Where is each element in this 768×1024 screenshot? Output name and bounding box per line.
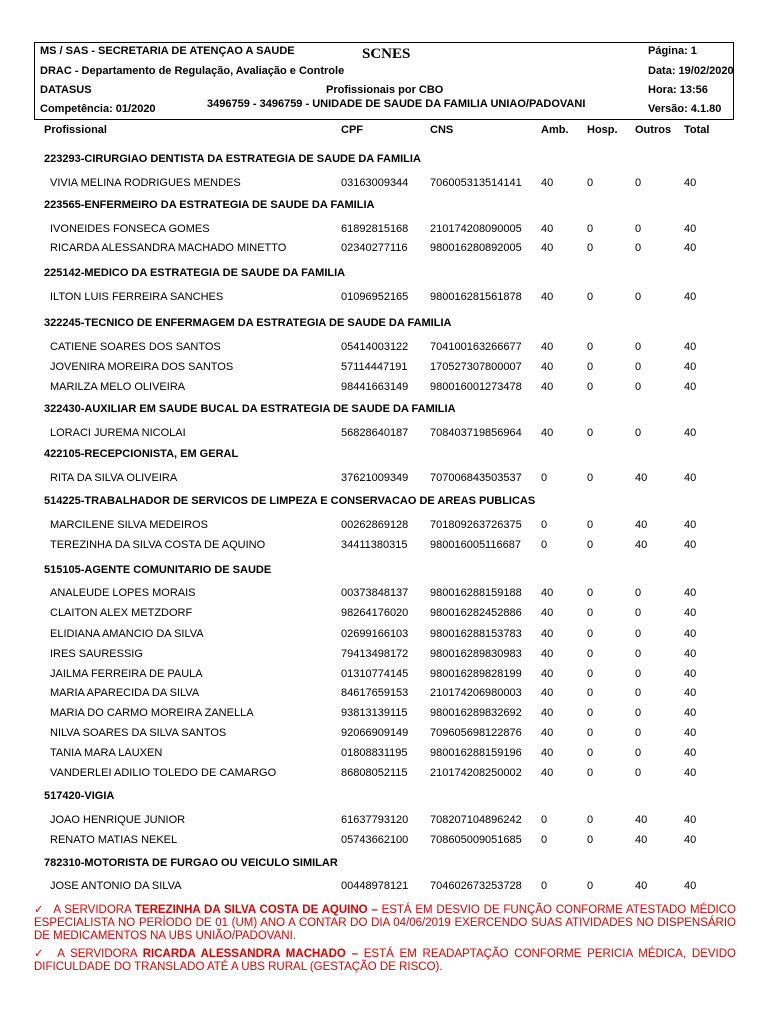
cell-amb: 40 <box>541 687 554 699</box>
cell-name: LORACI JUREMA NICOLAI <box>50 427 186 439</box>
col-header-profissional: Profissional <box>44 124 107 136</box>
cell-outros: 40 <box>635 539 648 551</box>
cell-cns: 980016005116687 <box>430 539 521 551</box>
cell-name: MARCILENE SILVA MEDEIROS <box>50 519 208 531</box>
table-row <box>0 427 768 443</box>
cell-cns: 980016288153783 <box>430 628 522 640</box>
cell-outros: 0 <box>635 291 642 303</box>
cell-name: RICARDA ALESSANDRA MACHADO MINETTO <box>50 242 287 254</box>
cell-total: 40 <box>684 223 697 235</box>
cell-hosp: 0 <box>587 177 594 189</box>
header-datasus: DATASUS <box>40 84 92 96</box>
cell-total: 40 <box>684 177 697 189</box>
cbo-group-title: 422105-RECEPCIONISTA, EM GERAL <box>44 448 239 460</box>
cell-amb: 0 <box>541 834 548 846</box>
table-row <box>0 747 768 763</box>
cell-cpf: 02340277116 <box>341 242 408 254</box>
col-header-outros: Outros <box>635 124 672 136</box>
cell-amb: 40 <box>541 648 554 660</box>
cell-name: JOVENIRA MOREIRA DOS SANTOS <box>50 361 234 373</box>
cell-total: 40 <box>684 291 697 303</box>
header-competencia: Competência: 01/2020 <box>40 103 156 115</box>
cell-cpf: 00373848137 <box>341 587 409 599</box>
cell-hosp: 0 <box>587 472 594 484</box>
cell-amb: 40 <box>541 747 554 759</box>
cell-outros: 0 <box>635 607 642 619</box>
cell-outros: 0 <box>635 767 642 779</box>
table-row <box>0 291 768 307</box>
cell-cns: 980016281561878 <box>430 291 522 303</box>
cell-name: IVONEIDES FONSECA GOMES <box>50 223 210 235</box>
cell-name: IRES SAURESSIG <box>50 648 143 660</box>
cell-hosp: 0 <box>587 291 594 303</box>
cell-name: CATIENE SOARES DOS SANTOS <box>50 341 221 353</box>
cell-outros: 40 <box>635 814 648 826</box>
cell-cpf: 05414003122 <box>341 341 409 353</box>
cell-name: TANIA MARA LAUXEN <box>50 747 163 759</box>
cell-cpf: 86808052115 <box>341 767 408 779</box>
table-row <box>0 628 768 644</box>
cell-hosp: 0 <box>587 587 594 599</box>
cell-outros: 0 <box>635 628 642 640</box>
table-row <box>0 361 768 377</box>
cell-cns: 980016282452886 <box>430 607 522 619</box>
cell-name: CLAITON ALEX METZDORF <box>50 607 193 619</box>
cell-hosp: 0 <box>587 607 594 619</box>
cell-total: 40 <box>684 361 697 373</box>
cell-cpf: 61637793120 <box>341 814 409 826</box>
cell-cpf: 84617659153 <box>341 687 409 699</box>
table-row <box>0 767 768 783</box>
cell-total: 40 <box>684 767 697 779</box>
cell-hosp: 0 <box>587 519 594 531</box>
cell-amb: 40 <box>541 587 554 599</box>
cell-cns: 210174208090005 <box>430 223 522 235</box>
cell-cpf: 01096952165 <box>341 291 409 303</box>
cell-total: 40 <box>684 880 697 892</box>
col-header-cpf: CPF <box>341 124 363 136</box>
cell-hosp: 0 <box>587 648 594 660</box>
table-row <box>0 242 768 258</box>
cell-hosp: 0 <box>587 427 594 439</box>
cell-amb: 40 <box>541 223 554 235</box>
cell-hosp: 0 <box>587 361 594 373</box>
cell-amb: 40 <box>541 291 554 303</box>
table-row <box>0 648 768 664</box>
cell-cns: 980016288159196 <box>430 747 522 759</box>
cell-amb: 40 <box>541 727 554 739</box>
cell-cns: 709605698122876 <box>430 727 522 739</box>
cell-name: NILVA SOARES DA SILVA SANTOS <box>50 727 227 739</box>
cell-cpf: 93813139115 <box>341 707 408 719</box>
cell-amb: 40 <box>541 361 554 373</box>
note-prefix: A SERVIDORA <box>53 904 132 916</box>
cell-total: 40 <box>684 668 697 680</box>
cell-total: 40 <box>684 539 697 551</box>
cell-cns: 708207104896242 <box>430 814 522 826</box>
cell-name: ELIDIANA AMANCIO DA SILVA <box>50 628 204 640</box>
cell-cpf: 00262869128 <box>341 519 409 531</box>
cell-amb: 40 <box>541 177 554 189</box>
table-row <box>0 727 768 743</box>
header-report-title: Profissionais por CBO <box>326 84 444 96</box>
note-text: ESTÁ EM READAPTAÇÃO CONFORME PERICIA MÉDICA, DEVIDO DIFICULDADE DO TRANSLADO ATÉ A UBS RURAL (GESTAÇÃO DE RISCO). <box>34 948 736 973</box>
cell-hosp: 0 <box>587 242 594 254</box>
cell-cns: 980016288159188 <box>430 587 522 599</box>
cell-name: VANDERLEI ADILIO TOLEDO DE CAMARGO <box>50 767 277 779</box>
cell-total: 40 <box>684 472 697 484</box>
cell-cpf: 03163009344 <box>341 177 409 189</box>
cbo-group-title: 322245-TECNICO DE ENFERMAGEM DA ESTRATEGIA DE SAUDE DA FAMILIA <box>44 317 452 329</box>
cell-hosp: 0 <box>587 539 594 551</box>
cell-cpf: 57114447191 <box>341 361 408 373</box>
cell-cns: 980016289830983 <box>430 648 522 660</box>
cell-amb: 40 <box>541 607 554 619</box>
cell-total: 40 <box>684 727 697 739</box>
cell-cpf: 37621009349 <box>341 472 409 484</box>
cell-name: TEREZINHA DA SILVA COSTA DE AQUINO <box>50 539 266 551</box>
col-header-cns: CNS <box>430 124 454 136</box>
cell-outros: 0 <box>635 242 642 254</box>
cell-total: 40 <box>684 814 697 826</box>
cell-cpf: 79413498172 <box>341 648 409 660</box>
table-row <box>0 834 768 850</box>
col-header-total: Total <box>684 124 710 136</box>
header-org: MS / SAS - SECRETARIA DE ATENÇAO A SAUDE <box>40 45 295 57</box>
cell-cpf: 05743662100 <box>341 834 409 846</box>
cbo-group-title: 515105-AGENTE COMUNITARIO DE SAUDE <box>44 564 272 576</box>
cell-outros: 0 <box>635 668 642 680</box>
cell-amb: 0 <box>541 519 548 531</box>
cell-outros: 0 <box>635 727 642 739</box>
cell-cpf: 98441663149 <box>341 381 409 393</box>
cell-cns: 708605009051685 <box>430 834 522 846</box>
cell-amb: 40 <box>541 628 554 640</box>
note-terezinha <box>34 904 736 943</box>
cell-hosp: 0 <box>587 834 594 846</box>
cell-outros: 0 <box>635 707 642 719</box>
cell-outros: 0 <box>635 361 642 373</box>
table-row <box>0 687 768 703</box>
cell-cns: 980016001273478 <box>430 381 522 393</box>
cell-amb: 0 <box>541 539 548 551</box>
cell-cns: 980016289832692 <box>430 707 522 719</box>
cell-cns: 980016289828199 <box>430 668 522 680</box>
cell-cns: 980016280892005 <box>430 242 522 254</box>
header-date: Data: 19/02/2020 <box>648 65 734 77</box>
cell-outros: 0 <box>635 747 642 759</box>
cbo-group-title: 517420-VIGIA <box>44 790 115 802</box>
cell-cpf: 01808831195 <box>341 747 408 759</box>
cell-cns: 704602673253728 <box>430 880 522 892</box>
cell-cns: 210174208250002 <box>430 767 522 779</box>
table-row <box>0 587 768 603</box>
table-row <box>0 607 768 623</box>
cell-amb: 40 <box>541 427 554 439</box>
cell-cpf: 00448978121 <box>341 880 409 892</box>
cell-hosp: 0 <box>587 628 594 640</box>
cell-amb: 40 <box>541 707 554 719</box>
cbo-group-title: 223565-ENFERMEIRO DA ESTRATEGIA DE SAUDE DA FAMILIA <box>44 199 375 211</box>
cell-total: 40 <box>684 687 697 699</box>
cell-outros: 40 <box>635 519 648 531</box>
col-header-hosp: Hosp. <box>587 124 618 136</box>
cell-total: 40 <box>684 519 697 531</box>
cell-hosp: 0 <box>587 707 594 719</box>
cell-total: 40 <box>684 648 697 660</box>
cell-cpf: 01310774145 <box>341 668 409 680</box>
cell-amb: 0 <box>541 880 548 892</box>
cell-cpf: 02699166103 <box>341 628 409 640</box>
cell-outros: 0 <box>635 381 642 393</box>
cell-cns: 210174206980003 <box>430 687 522 699</box>
cell-name: RENATO MATIAS NEKEL <box>50 834 178 846</box>
cbo-group-title: 514225-TRABALHADOR DE SERVICOS DE LIMPEZA E CONSERVACAO DE AREAS PUBLICAS <box>44 495 536 507</box>
header-unit: 3496759 - 3496759 - UNIDADE DE SAUDE DA FAMILIA UNIAO/PADOVANI <box>207 98 586 110</box>
cbo-group-title: 782310-MOTORISTA DE FURGAO OU VEICULO SIMILAR <box>44 857 338 869</box>
header-version: Versão: 4.1.80 <box>648 103 722 115</box>
cell-total: 40 <box>684 747 697 759</box>
cell-outros: 0 <box>635 687 642 699</box>
cell-outros: 0 <box>635 587 642 599</box>
header-dept: DRAC - Departamento de Regulação, Avaliação e Controle <box>40 65 345 77</box>
cell-amb: 40 <box>541 767 554 779</box>
cell-hosp: 0 <box>587 727 594 739</box>
cell-hosp: 0 <box>587 223 594 235</box>
note-servant-name: RICARDA ALESSANDRA MACHADO – <box>142 948 358 960</box>
cell-outros: 0 <box>635 648 642 660</box>
note-ricarda <box>34 948 736 974</box>
cell-name: MARIA APARECIDA DA SILVA <box>50 687 200 699</box>
table-row <box>0 707 768 723</box>
cell-hosp: 0 <box>587 687 594 699</box>
cell-name: MARILZA MELO OLIVEIRA <box>50 381 186 393</box>
table-row <box>0 814 768 830</box>
cell-cns: 701809263726375 <box>430 519 522 531</box>
cell-hosp: 0 <box>587 668 594 680</box>
cell-total: 40 <box>684 242 697 254</box>
header-time: Hora: 13:56 <box>648 84 708 96</box>
cell-total: 40 <box>684 587 697 599</box>
cell-total: 40 <box>684 427 697 439</box>
checkmark-icon: ✓ <box>34 904 45 916</box>
cell-cns: 708403719856964 <box>430 427 522 439</box>
cell-outros: 0 <box>635 427 642 439</box>
cell-cns: 707006843503537 <box>430 472 522 484</box>
cell-total: 40 <box>684 607 697 619</box>
cell-hosp: 0 <box>587 747 594 759</box>
cell-total: 40 <box>684 707 697 719</box>
cell-amb: 40 <box>541 242 554 254</box>
cell-outros: 0 <box>635 177 642 189</box>
table-row <box>0 177 768 193</box>
cell-name: RITA DA SILVA OLIVEIRA <box>50 472 178 484</box>
table-row <box>0 880 768 896</box>
cell-cpf: 56828640187 <box>341 427 409 439</box>
cell-cns: 706005313514141 <box>430 177 522 189</box>
cell-outros: 0 <box>635 341 642 353</box>
cell-hosp: 0 <box>587 381 594 393</box>
cell-cpf: 98264176020 <box>341 607 409 619</box>
cell-amb: 0 <box>541 472 548 484</box>
cell-total: 40 <box>684 341 697 353</box>
cell-hosp: 0 <box>587 880 594 892</box>
table-row <box>0 539 768 555</box>
cell-cpf: 61892815168 <box>341 223 409 235</box>
cell-cpf: 92066909149 <box>341 727 409 739</box>
note-text: ESTÁ EM DESVIO DE FUNÇÃO CONFORME ATESTADO MÉDICO ESPECIALISTA NO PERÍODO DE 01 (UM) ANO A CONTAR DO DIA 04/06/2019 EXERCENDO SUAS ATIVIDADES NO DISPENSÁRIO DE MEDICAMENTOS NA UBS UNIÃO/PADOVANI. <box>34 904 737 942</box>
cell-outros: 40 <box>635 880 648 892</box>
cell-name: ILTON LUIS FERREIRA SANCHES <box>50 291 224 303</box>
cell-total: 40 <box>684 628 697 640</box>
cell-amb: 40 <box>541 668 554 680</box>
cell-hosp: 0 <box>587 767 594 779</box>
cell-name: JOSE ANTONIO DA SILVA <box>50 880 182 892</box>
cbo-group-title: 225142-MEDICO DA ESTRATEGIA DE SAUDE DA FAMILIA <box>44 267 346 279</box>
note-servant-name: TEREZINHA DA SILVA COSTA DE AQUINO – <box>134 904 378 916</box>
cell-name: VIVIA MELINA RODRIGUES MENDES <box>50 177 241 189</box>
cell-outros: 40 <box>635 834 648 846</box>
cell-amb: 40 <box>541 341 554 353</box>
table-row <box>0 668 768 684</box>
cell-hosp: 0 <box>587 814 594 826</box>
table-row <box>0 472 768 488</box>
cell-outros: 40 <box>635 472 648 484</box>
cell-name: JAILMA FERREIRA DE PAULA <box>50 668 203 680</box>
cell-cns: 170527307800007 <box>430 361 522 373</box>
cell-name: MARIA DO CARMO MOREIRA ZANELLA <box>50 707 254 719</box>
cell-cns: 704100163266677 <box>430 341 522 353</box>
cell-hosp: 0 <box>587 341 594 353</box>
header-page-number: Página: 1 <box>648 45 697 57</box>
cell-outros: 0 <box>635 223 642 235</box>
table-row <box>0 223 768 239</box>
cell-cpf: 34411380315 <box>341 539 408 551</box>
cell-name: JOAO HENRIQUE JUNIOR <box>50 814 186 826</box>
cbo-group-title: 322430-AUXILIAR EM SAUDE BUCAL DA ESTRATEGIA DE SAUDE DA FAMILIA <box>44 403 456 415</box>
table-row <box>0 519 768 535</box>
header-system-title: SCNES <box>362 46 411 62</box>
cell-amb: 40 <box>541 381 554 393</box>
cbo-group-title: 223293-CIRURGIAO DENTISTA DA ESTRATEGIA DE SAUDE DA FAMILIA <box>44 153 421 165</box>
cell-amb: 0 <box>541 814 548 826</box>
table-row <box>0 381 768 397</box>
cell-name: ANALEUDE LOPES MORAIS <box>50 587 196 599</box>
cell-total: 40 <box>684 381 697 393</box>
table-row <box>0 341 768 357</box>
cell-total: 40 <box>684 834 697 846</box>
checkmark-icon: ✓ <box>34 948 47 960</box>
note-prefix: A SERVIDORA <box>57 948 137 960</box>
col-header-amb: Amb. <box>541 124 569 136</box>
